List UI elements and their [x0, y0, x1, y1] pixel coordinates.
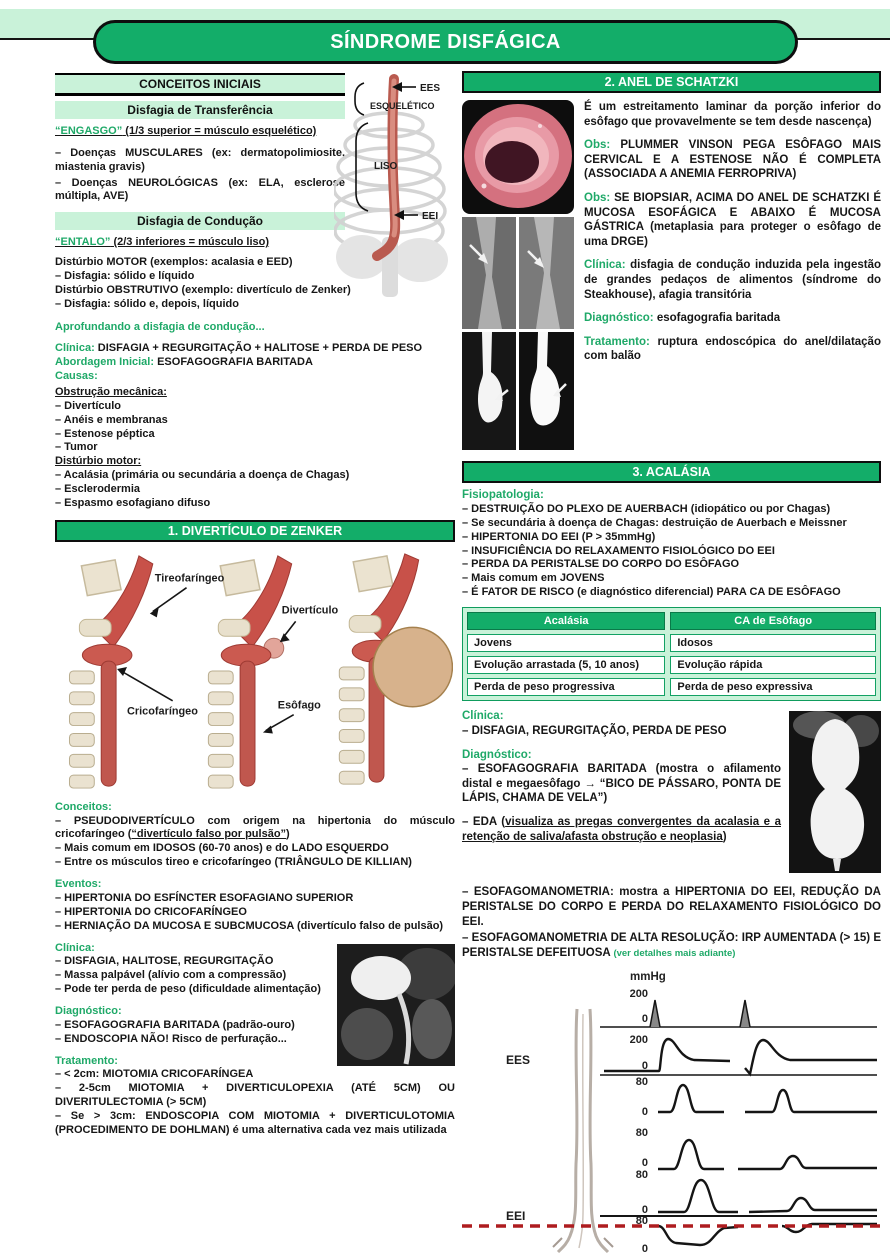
- zenker-tratamento-item: – < 2cm: MIOTOMIA CRICOFARÍNGEA: [55, 1068, 254, 1081]
- acalasia-clinic-block: [462, 709, 881, 877]
- scale-value: 0: [641, 1106, 648, 1119]
- manometria-item: – ESOFAGOMANOMETRIA: mostra a HIPERTONIA DO EEI, REDUÇÃO DA PERISTALSE DO CORPO E PERDA DO RELAXAMENTO FISIOLÓGICO DO EEI.: [462, 886, 881, 928]
- tireofaringeo-label: Tireofaríngeo: [154, 572, 225, 585]
- esophagus-ribcage-figure: [334, 67, 456, 305]
- manometry-scales: [630, 988, 648, 1254]
- fisio-item: – Mais comum em JOVENS: [462, 572, 605, 585]
- right-column: [462, 71, 881, 1254]
- scale-value: 200: [629, 988, 648, 1001]
- table-cell: Perda de peso progressiva: [467, 678, 665, 696]
- tratamento-text: ruptura endoscópica do anel/dilatação com balão: [584, 335, 881, 363]
- zenker-barium-xray-image: [337, 944, 455, 1066]
- manometry-figure: [462, 964, 881, 1254]
- acalasia-clinica-label: Clínica:: [462, 710, 504, 723]
- table-row: [467, 634, 876, 652]
- megaesophagus-xray-image: [789, 711, 881, 873]
- scale-value: 0: [641, 1157, 648, 1170]
- zenker-stage-2: [208, 556, 291, 788]
- zenker-conceito-item: – Entre os músculos tireo e cricofaríngeo (TRIÂNGULO DE KILLIAN): [55, 856, 412, 869]
- table-header-cell: CA de Esôfago: [670, 612, 876, 630]
- schatzki-text: [584, 100, 881, 453]
- zenker-eventos-label: Eventos:: [55, 878, 102, 891]
- zenker-conceitos-label: Conceitos:: [55, 800, 112, 813]
- m2-text: – ESOFAGOMANOMETRIA DE ALTA RESOLUÇÃO: IRP AUMENTADA (> 15) E PERISTALSE DEFEITUOSA: [462, 932, 881, 959]
- fisio-item: – INSUFICIÊNCIA DO RELAXAMENTO FISIOLÓGICO DO EEI: [462, 544, 775, 557]
- table-header-cell: Acalásia: [467, 612, 665, 630]
- motor-item: – Esclerodermia: [55, 483, 140, 496]
- schatzki-xray-pair-2: [462, 332, 574, 450]
- obs-text: SE BIOPSIAR, ACIMA DO ANEL DE SCHATZKI É MUCOSA ESOFÁGICA E ABAIXO É MUCOSA GÁSTRICA (metaplasia para proteger o esôfago de uma DRGE): [584, 191, 881, 248]
- fisio-item: – Se secundária à doença de Chagas: destruição de Auerbach e Meissner: [462, 516, 847, 529]
- table-cell: Idosos: [670, 634, 876, 652]
- motor-item: – Espasmo esofagiano difuso: [55, 496, 211, 509]
- abordagem-text: ESOFAGOGRAFIA BARITADA: [157, 356, 313, 369]
- table-row: [467, 678, 876, 696]
- fisio-item: – É FATOR DE RISCO (e diagnóstico diferencial) PARA CA DE ESÔFAGO: [462, 586, 841, 599]
- obstrucao-item: – Estenose péptica: [55, 427, 155, 440]
- liso-label: LISO: [374, 161, 398, 172]
- schatzki-obs1: [584, 138, 881, 182]
- entalo-line: [55, 236, 345, 250]
- engasgo-line: [55, 125, 345, 139]
- zenker-diagram: [55, 546, 453, 796]
- manometria-hr-item: [462, 931, 881, 960]
- ees-label: EES: [420, 83, 441, 94]
- zenker-lower-block: [55, 942, 455, 1138]
- abdominal-organ: [392, 238, 448, 282]
- schatzki-definition: É um estreitamento laminar da porção inferior do esôfago que provavelmente se tem desde nascença): [584, 101, 881, 128]
- c1-pre: – PSEUDODIVERTÍCULO com origem na hipertonia do músculo cricofaríngeo (: [55, 814, 455, 841]
- schatzki-images: [462, 100, 574, 453]
- fisio-item: – DESTRUIÇÃO DO PLEXO DE AUERBACH (idiopático ou por Chagas): [462, 502, 831, 515]
- zenker-evento-item: – HIPERTONIA DO ESFÍNCTER ESOFAGIANO SUPERIOR: [55, 891, 354, 904]
- diverticulo-label: Divertículo: [281, 604, 339, 617]
- section-header-acalasia: 3. ACALÁSIA: [462, 461, 881, 483]
- entalo-term: “ENTALO”: [55, 236, 111, 249]
- section-header-conceitos-iniciais: CONCEITOS INICIAIS: [55, 73, 345, 96]
- fisio-item: – PERDA DA PERISTALSE DO CORPO DO ESÔFAGO: [462, 558, 740, 571]
- m2-note: (ver detalhes mais adiante): [613, 947, 736, 959]
- zenker-diagnostico-item: – ESOFAGOGRAFIA BARITADA (padrão-ouro): [55, 1018, 295, 1031]
- scale-value: 0: [641, 1013, 648, 1026]
- esqueletico-label: ESQUELÉTICO: [370, 101, 435, 111]
- zenker-tratamento-item: – Se > 3cm: ENDOSCOPIA COM MIOTOMIA + DIVERTICULOTOMIA (PROCEDIMENTO DE DOHLMAN) é uma alternativa cada vez mais utilizada: [55, 1109, 455, 1136]
- subheader-disfagia-transferencia: Disfagia de Transferência: [55, 101, 345, 119]
- schatzki-tratamento: [584, 335, 881, 364]
- page-title-pill: [93, 20, 798, 64]
- tratamento-label: Tratamento:: [584, 335, 650, 348]
- acalasia-vs-ca-table: [462, 607, 881, 701]
- fisio-item: – HIPERTONIA DO EEI (P > 35mmHg): [462, 530, 656, 543]
- large-diverticulum: [373, 627, 452, 706]
- c1-underlined: “divertículo falso por pulsão”: [131, 828, 287, 841]
- c1-post: ): [286, 828, 290, 841]
- arrowhead: [150, 607, 159, 617]
- scale-value: 0: [641, 1204, 648, 1217]
- section-header-zenker: 1. DIVERTÍCULO DE ZENKER: [55, 520, 455, 542]
- zenker-tratamento-item: – 2-5cm MIOTOMIA + DIVERTICULOPEXIA (ATÉ 5CM) OU DIVERITULECTOMIA (> 5CM): [55, 1082, 455, 1109]
- zenker-stage-3: [339, 554, 452, 784]
- subheader-disfagia-conducao: Disfagia de Condução: [55, 212, 345, 230]
- scale-value: 200: [629, 1034, 648, 1047]
- scale-value: 80: [635, 1215, 648, 1228]
- schatzki-endoscopy-image: [462, 100, 574, 214]
- eda-post: ): [722, 830, 727, 843]
- sketch-flare: [553, 1238, 613, 1247]
- acalasia-diagnostico-item: – ESOFAGOGRAFIA BARITADA (mostra o afilamento distal e megaesôfago → “BICO DE PÁSSARO, PONTA DE LÁPIS, CHAMA DE VELA”): [462, 763, 781, 805]
- left-column: [55, 73, 455, 1138]
- clinica-line: [55, 342, 455, 356]
- transfer-item: – Doenças MUSCULARES (ex: dermatopolimiosite, miastenia gravis): [55, 146, 345, 173]
- page-title: SÍNDROME DISFÁGICA: [330, 30, 561, 53]
- abordagem-line: [55, 356, 455, 370]
- obs-label: Obs:: [584, 191, 611, 204]
- engasgo-def: (1/3 superior = músculo esquelético): [125, 125, 317, 137]
- eei-label: EEI: [422, 211, 439, 222]
- conducao-item: Distúrbio OBSTRUTIVO (exemplo: divertículo de Zenker): [55, 283, 351, 296]
- clinica-label: Clínica:: [584, 259, 626, 272]
- eda-pre: – EDA (: [462, 815, 506, 828]
- conducao-item: Distúrbio MOTOR (exemplos: acalasia e EED): [55, 256, 293, 269]
- zenker-diagnostico-item: – ENDOSCOPIA NÃO! Risco de perfuração...: [55, 1032, 287, 1045]
- esofago-label: Esôfago: [277, 699, 321, 712]
- conducao-item: – Disfagia: sólido e líquido: [55, 270, 195, 283]
- zenker-evento-item: – HIPERTONIA DO CRICOFARÍNGEO: [55, 905, 247, 918]
- schatzki-obs2: [584, 191, 881, 249]
- obstrucao-item: – Anéis e membranas: [55, 413, 168, 426]
- table-header-row: [467, 612, 876, 630]
- zenker-evento-item: – HERNIAÇÃO DA MUCOSA E SUBCMUCOSA (divertículo falso de pulsão): [55, 919, 444, 932]
- zenker-clinica-item: – DISFAGIA, HALITOSE, REGURGITAÇÃO: [55, 955, 274, 968]
- obstrucao-item: – Divertículo: [55, 399, 122, 412]
- manometry-unit: mmHg: [630, 971, 666, 984]
- scale-value: 0: [641, 1060, 648, 1073]
- scale-value: 80: [635, 1169, 648, 1182]
- transfer-item: – Doenças NEUROLÓGICAS (ex: ELA, esclerose múltipla, AVE): [55, 176, 345, 203]
- cricofaringeo-label: Cricofaríngeo: [127, 705, 198, 718]
- obstrucao-item: – Tumor: [55, 441, 98, 454]
- zenker-stage-1: [69, 556, 152, 788]
- zenker-conceito-item: – Mais comum em IDOSOS (60-70 anos) e do LADO ESQUERDO: [55, 842, 389, 855]
- zenker-clinica-label: Clínica:: [55, 941, 95, 954]
- scale-value: 80: [635, 1127, 648, 1140]
- schatzki-diagnostico: [584, 311, 881, 326]
- table-cell: Perda de peso expressiva: [670, 678, 876, 696]
- schatzki-xray-pair-1: [462, 217, 574, 329]
- causas-label: Causas:: [55, 370, 98, 383]
- aprofundando-note: Aprofundando a disfagia de condução...: [55, 320, 265, 333]
- obs-text: PLUMMER VINSON PEGA ESÔFAGO MAIS CERVICAL E A ESTENOSE NÃO É COMPLETA (ASSOCIADA A ANEMIA FERROPRIVA): [584, 139, 881, 181]
- section-header-schatzki: 2. ANEL DE SCHATZKI: [462, 71, 881, 93]
- eda-underlined: visualiza as pregas convergentes da acalasia e a retenção de saliva/afasta obstrução e neoplasia: [462, 815, 781, 843]
- table-row: [467, 656, 876, 674]
- motor-header: Distúrbio motor:: [55, 455, 142, 468]
- obs-label: Obs:: [584, 139, 611, 152]
- acalasia-fisio-label: Fisiopatologia:: [462, 489, 544, 501]
- table-cell: Jovens: [467, 634, 665, 652]
- zenker-conceito-item: [55, 815, 455, 843]
- clinica-text: disfagia de condução induzida pela ingestão de grandes pedaços de alimentos (síndrome do Steakhouse), afagia transitória: [584, 259, 881, 301]
- scale-value: 0: [641, 1243, 648, 1254]
- abordagem-label: Abordagem Inicial:: [55, 356, 155, 369]
- clinica-label: Clínica:: [55, 342, 95, 355]
- arrowhead: [117, 667, 127, 676]
- scale-value: 80: [635, 1076, 648, 1089]
- acalasia-clinica-item: – DISFAGIA, REGURGITAÇÃO, PERDA DE PESO: [462, 724, 727, 737]
- esophagus-lumen-line: [579, 1014, 583, 1248]
- acalasia-diagnostico-label: Diagnóstico:: [462, 748, 532, 761]
- schatzki-content: [462, 100, 881, 453]
- zenker-clinica-item: – Pode ter perda de peso (dificuldade alimentação): [55, 983, 321, 996]
- obstrucao-header: Obstrução mecânica:: [55, 386, 167, 399]
- clinica-text: DISFAGIA + REGURGITAÇÃO + HALITOSE + PERDA DE PESO: [97, 342, 423, 355]
- motor-item: – Acalásia (primária ou secundária a doença de Chagas): [55, 469, 350, 482]
- zenker-tratamento-label: Tratamento:: [55, 1054, 118, 1067]
- table-cell: Evolução rápida: [670, 656, 876, 674]
- arrowhead: [280, 633, 290, 642]
- zenker-diagnostico-label: Diagnóstico:: [55, 1004, 122, 1017]
- diagnostico-text: esofagografia baritada: [656, 312, 781, 325]
- manometry-ees-label: EES: [506, 1053, 531, 1068]
- engasgo-term: “ENGASGO”: [55, 125, 123, 137]
- manometry-eei-label: EEI: [506, 1209, 526, 1224]
- zenker-clinica-item: – Massa palpável (alívio com a compressão): [55, 969, 287, 982]
- entalo-def: (2/3 inferiores = músculo liso): [113, 236, 270, 249]
- conducao-item: – Disfagia: sólido e, depois, líquido: [55, 297, 239, 310]
- table-cell: Evolução arrastada (5, 10 anos): [467, 656, 665, 674]
- schatzki-clinica: [584, 258, 881, 302]
- diagnostico-label: Diagnóstico:: [584, 312, 654, 325]
